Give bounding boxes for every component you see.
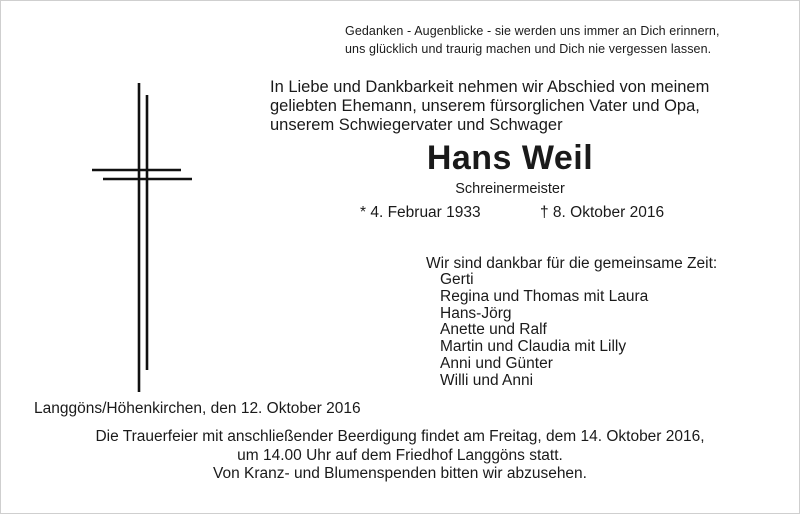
- motto: [345, 22, 785, 58]
- family-member: Anni und Günter: [440, 354, 553, 372]
- family-member: Martin und Claudia mit Lilly: [440, 338, 627, 356]
- thanks-heading: Wir sind dankbar für die gemeinsame Zeit:: [426, 255, 718, 272]
- service-line-1: Die Trauerfeier mit anschließender Beerdigung findet am Freitag, dem 14. Oktober 2016,: [95, 428, 705, 445]
- motto-line-1: Gedanken - Augenblicke - sie werden uns immer an Dich erinnern,: [345, 24, 720, 38]
- deceased-name: Hans Weil: [426, 139, 594, 177]
- family-member: Regina und Thomas mit Laura: [440, 287, 649, 305]
- funeral-service-info: [40, 428, 760, 484]
- birth-date: * 4. Februar 1933: [360, 204, 481, 221]
- intro-line-2: geliebten Ehemann, unserem fürsorglichen Vater und Opa,: [270, 97, 700, 115]
- place-and-date: Langgöns/Höhenkirchen, den 12. Oktober 2016: [34, 400, 361, 417]
- motto-line-2: uns glücklich und traurig machen und Dich nie vergessen lassen.: [345, 42, 712, 56]
- deceased-occupation: Schreinermeister: [455, 181, 565, 197]
- family-member: Gerti: [440, 271, 474, 288]
- farewell-intro: [270, 78, 775, 135]
- intro-line-1: In Liebe und Dankbarkeit nehmen wir Abschied von meinem: [270, 78, 710, 96]
- family-member: Willi und Anni: [440, 371, 534, 389]
- service-line-3: Von Kranz- und Blumenspenden bitten wir abzusehen.: [213, 465, 587, 482]
- service-line-2: um 14.00 Uhr auf dem Friedhof Langgöns statt.: [237, 446, 563, 464]
- family-list: [440, 272, 780, 390]
- family-member: Anette und Ralf: [440, 321, 547, 339]
- intro-line-3: unserem Schwiegervater und Schwager: [270, 116, 563, 134]
- family-member: Hans-Jörg: [440, 304, 512, 322]
- death-date: † 8. Oktober 2016: [540, 204, 665, 221]
